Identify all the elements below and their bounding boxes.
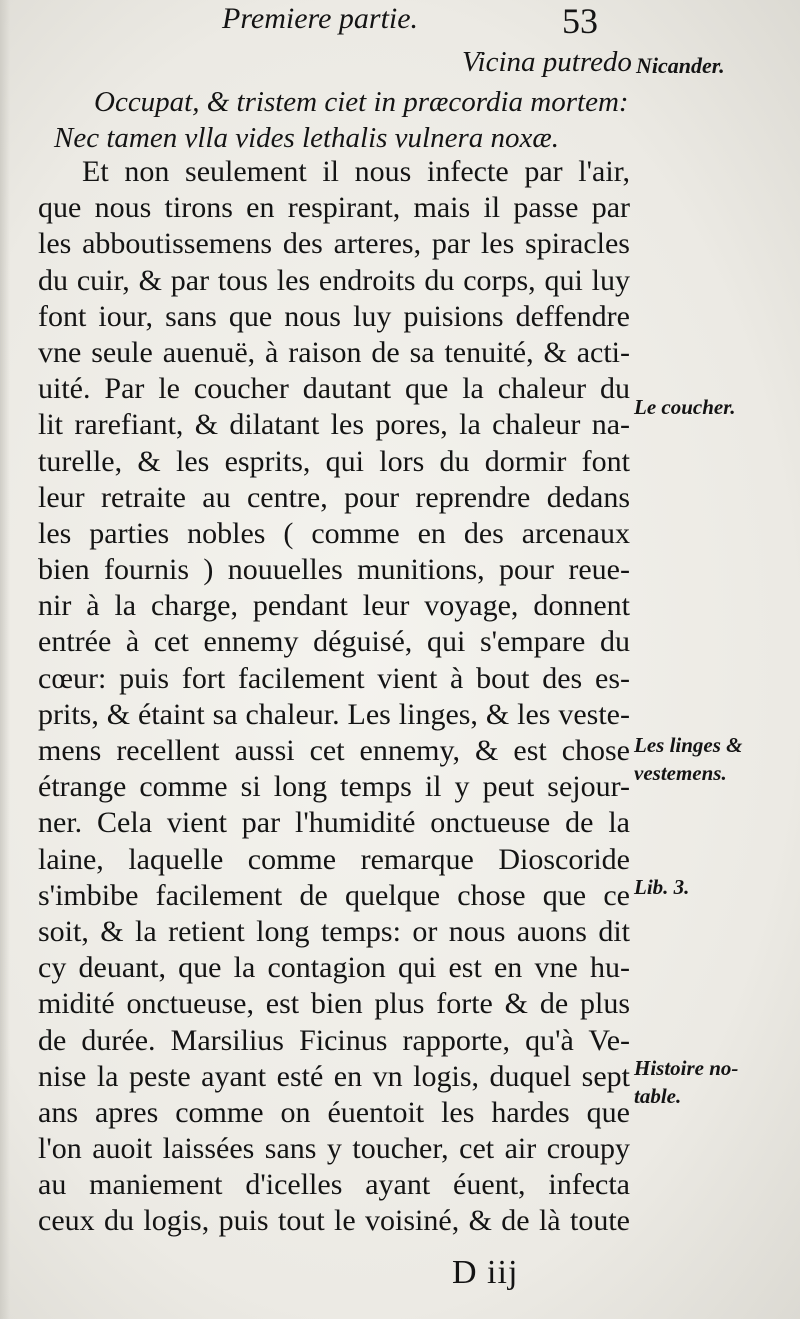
margin-note-histoire-1: Histoire no- [634, 1056, 739, 1080]
text-line: soit, & la retient long temps: or nous auons dit [38, 914, 630, 948]
page-header [0, 2, 800, 42]
text-line: de durée. Marsilius Ficinus rapporte, qu'à Ve- [38, 1023, 630, 1057]
text-line: cy deuant, que la contagion qui est en vne hu- [38, 951, 630, 985]
margin-note-linges-1: Les linges & [634, 733, 743, 757]
text-line: au maniement d'icelles ayant éuent, infecta [38, 1168, 630, 1202]
margin-note-histoire-2: table. [634, 1084, 682, 1108]
text-line: du cuir, & par tous les endroits du corps, qui luy [38, 263, 630, 297]
verse-line-3: Nec tamen vlla vides lethalis vulnera noxæ. [54, 122, 559, 154]
text-line: étrange comme si long temps il y peut sejour- [38, 770, 630, 804]
text-line: cœur: puis fort facilement vient à bout des es- [38, 661, 630, 695]
signature-mark: D iij [452, 1254, 519, 1291]
text-line: ans apres comme on éuentoit les hardes que [38, 1095, 630, 1129]
text-line: les parties nobles ( comme en des arcenaux [38, 516, 630, 550]
text-line: turelle, & les esprits, qui lors du dormir font [38, 444, 630, 478]
text-line: laine, laquelle comme remarque Dioscoride [38, 842, 630, 876]
text-line: nir à la charge, pendant leur voyage, donnent [38, 589, 630, 623]
margin-note-nicander: Nicander. [636, 53, 725, 78]
text-line: uité. Par le coucher dautant que la chaleur du [38, 372, 630, 406]
text-line: prits, & étaint sa chaleur. Les linges, & les veste- [38, 697, 630, 731]
body-text [38, 154, 630, 1240]
margin-note-lib: Lib. 3. [634, 875, 690, 899]
text-line: leur retraite au centre, pour reprendre dedans [38, 480, 630, 514]
text-line: nise la peste ayant esté en vn logis, duquel sept [38, 1059, 630, 1093]
text-line: s'imbibe facilement de quelque chose que ce [38, 878, 630, 912]
text-line: entrée à cet ennemy déguisé, qui s'empare du [38, 625, 630, 659]
margin-note-coucher: Le coucher. [634, 395, 736, 419]
verse-line-2: Occupat, & tristem ciet in præcordia mortem: [94, 86, 629, 118]
text-line: l'on auoit laissées sans y toucher, cet air croupy [38, 1132, 630, 1166]
text-line: lit rarefiant, & dilatant les pores, la chaleur na- [38, 408, 630, 442]
text-line: ner. Cela vient par l'humidité onctueuse de la [38, 806, 630, 840]
text-line: font iour, sans que nous luy puisions deffendre [38, 299, 630, 333]
text-line: les abboutissemens des arteres, par les spiracles [38, 227, 630, 261]
text-line: midité onctueuse, est bien plus forte & de plus [38, 987, 630, 1021]
text-line: vne seule auenuë, à raison de sa tenuité, & acti- [38, 335, 630, 369]
verse-line-1: Vicina putredo [462, 46, 632, 78]
margin-note-linges-2: vestemens. [634, 761, 727, 785]
running-title: Premiere partie. [222, 2, 419, 35]
text-line: Et non seulement il nous infecte par l'air, [82, 155, 630, 188]
text-line: bien fournis ) nouuelles munitions, pour reue- [38, 553, 630, 587]
text-line: mens recellent aussi cet ennemy, & est chose [38, 734, 630, 767]
page-number: 53 [562, 1, 598, 41]
text-line: ceux du logis, puis tout le voisiné, & de là toute [38, 1204, 630, 1238]
text-line: que nous tirons en respirant, mais il passe par [38, 191, 630, 225]
page-edge-shadow [0, 0, 10, 1319]
